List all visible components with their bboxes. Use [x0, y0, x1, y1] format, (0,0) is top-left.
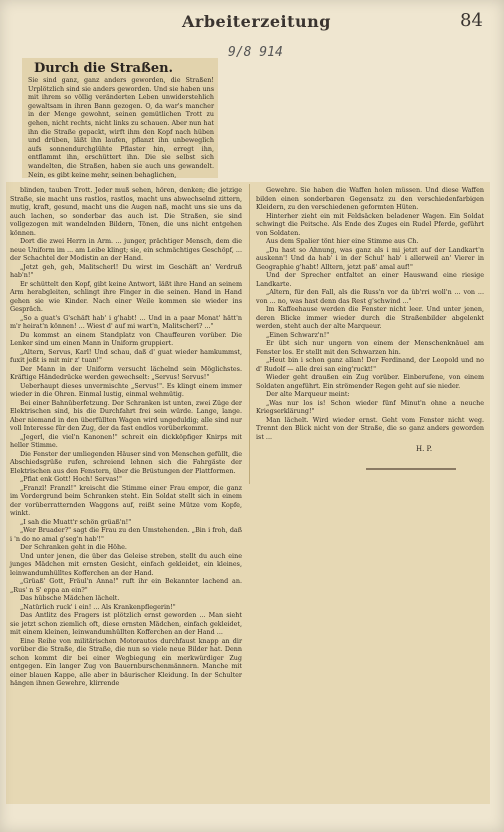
page-header — [0, 0, 504, 62]
article-paragraph: Aus dem Spalier tönt hier eine Stimme aus Ch. — [266, 237, 419, 245]
author-signature: H. P. — [416, 445, 433, 453]
article-paragraph: „Du hast so Ahnung, was ganz als i mi jetzt auf der Landkart'n auskenn'! Und da hab' i in der Schul' hab' i allerweil an' Vierer in Geographie g'habt! Alltern, jetzt paß' amal auf!" — [256, 245, 484, 271]
article-paragraph: „Natürlich ruck' i ein! ... Als Krankenpflegerin!" — [20, 602, 176, 611]
article-paragraph: „Einen Schwarz'n!" — [266, 330, 330, 339]
article-paragraph: Du kommst an einem Standplatz von Chauffeuren vorüber. Die Lenker sind um einen Mann in Uniform gruppiert. — [10, 330, 242, 347]
article-paragraph: „Franzl! Franzl!" kreischt die Stimme einer Frau empor, die ganz im Vordergrund beim Schranken steht. Ein Soldat stellt sich in einem der vorüberratternden Waggons auf, reißt seine Mütze vom Kopfe, winkt. — [10, 483, 242, 517]
article-clipping-intro — [22, 58, 218, 178]
article-paragraph: „Was nur los is! Schon wieder fünf Minut'n ohne a neuche Kriegserklärung!" — [256, 398, 484, 415]
article-paragraph: Und unter jenen, die über das Geleise streben, stellt du auch eine junges Mädchen mit ernsten Gesicht, einfach gekleidet, ein kleines, leinwandumhülltes Kofferchen an der Hand. — [10, 551, 242, 577]
article-paragraph: Der Schranken geht in die Höhe. — [20, 543, 127, 551]
article-paragraph: Er schüttelt den Kopf, gibt keine Antwort, läßt ihre Hand an seinem Arm herabgleiten, schlingt ihre Finger in die seinen. Hand in Hand gehen sie wie Kinder. Nach einer Weile kommen sie wieder ins Gespräch. — [10, 279, 242, 313]
article-paragraph: Der Mann in der Uniform versucht lächelnd sein Möglichstes. Kräftige Händedrücke werden gewechselt: „Servus! Servus!" — [10, 364, 242, 381]
article-paragraph: „Pfiat enk Gott! Hoch! Servas!" — [20, 475, 122, 483]
article-paragraph: Er übt sich nur ungern von einem der Menschenknäuel am Fenster los. Er stellt mit den Schwarzen hin. — [256, 339, 484, 356]
article-title: Durch die Straßen. — [34, 61, 174, 76]
article-paragraph: Und der Sprecher entfaltet an einer Hauswand eine riesige Landkarte. — [256, 271, 484, 288]
article-paragraph: „Altern, Servus, Karl! Und schau, daß d' guat wieder hamkummst, fuxit jeßt is mit mir z' tuan!" — [10, 347, 242, 364]
article-paragraph: blinden, tauben Trott. Jeder muß sehen, hören, denken; die jetzige Straße, sie macht uns rastlos, rastlos, macht uns abwechselnd zittern, mutig, kraft, gesund, macht uns die Augen naß, macht uns sie uns da auch lachen, so sonderbar das auch ist. Die Straßen, sie sind vollgezogen mit wandelnden Bildern, Tönen, die uns nicht entgehen können. — [10, 186, 242, 237]
article-paragraph: „Grüaß' Gott, Fräul'n Anna!" ruft ihr ein Bekannter lachend an. „Rus' n S' eppa an ein?" — [10, 577, 242, 594]
article-paragraph: Im Kaffeehause werden die Fenster nicht leer. Und unter jenen, deren Blicke immer wieder durch die Straßenbilder abgelenkt werden, steht auch der alte Marqueur. — [256, 305, 484, 330]
article-paragraph: „Wer Bruader?" sagt die Frau zu den Umstehenden. „Bin i froh, daß i 'n do no amal g'seg'n hab'!" — [10, 526, 242, 543]
end-rule — [366, 468, 456, 470]
article-paragraph: „Jegerl, die viel'n Kanonen!" schreit ein dickköpfiger Knirps mit heller Stimme. — [10, 432, 242, 449]
article-clipping-main — [6, 182, 490, 804]
left-column — [10, 186, 242, 688]
page-number: 84 — [460, 10, 483, 31]
newspaper-masthead: Arbeiterzeitung — [182, 12, 331, 31]
article-paragraph: Der alte Marqueur meint: — [266, 390, 350, 398]
article-paragraph: Wieder geht draußen ein Zug vorüber. Einberufene, von einem Soldaten angeführt. Ein strömender Regen geht auf sie nieder. — [256, 373, 484, 390]
article-paragraph: Das hübsche Mädchen lächelt. — [20, 594, 120, 602]
article-paragraph: Dort die zwei Herrn in Arm. ... junger, prächtiger Mensch, dem die neue Uniform im ... am Leibe klingt; sie, ein schmächtiges Geschöpf, ... der Schachtel der Modistin an der Hand. — [10, 237, 242, 262]
article-paragraph: „So a guat's G'schäft hab' i g'habt! ... Und in a paar Monat' hätt'n m'r heirat'n können! ... Wiest d' auf mi wart'n, Malitscherl? ..." — [10, 313, 242, 330]
right-column — [256, 186, 484, 441]
article-paragraph: Hinterher zieht ein mit Feldsäcken beladener Wagen. Ein Soldat schwingt die Peitsche. Als Ende des Zuges ein Rudel Pferde, geführt von Soldaten. — [256, 211, 484, 237]
handwritten-date-note: 9/8 914 — [228, 45, 283, 60]
article-paragraph: „Heut bin i schon ganz allan! Der Ferdinand, der Leopold und no d' Rudolf — alle drei san eing'ruckt!" — [256, 356, 484, 373]
article-paragraph: „Jetzt geh, geh, Malitscherl! Du wirst im Geschäft an' Verdruß hab'n!" — [10, 262, 242, 279]
article-paragraph: Bei einer Bahnüberfetzung. Der Schranken ist unten, zwei Züge der Elektrischen sind, bis die Durchfahrt frei sein würde. Lange, lange. Aber niemand in den überfüllten Wagen wird ungeduldig; alle sind nur voll Interesse für den Zug, der da fast endlos vorüberkommt. — [10, 398, 242, 432]
intro-text: Sie sind ganz, ganz anders geworden, die Straßen! Urplötzlich sind sie anders geworden. Und sie haben uns mit ihrem so völlig veränderten Leben unwiderstehlich gewaltsam in ihren Bann gezogen. O, da war's mancher in der Menge gewohnt, seinen gemütlichen Trott zu gehen, nicht rechts, nicht links zu schauen. Aber nun hat ihn die Straße gepackt, wirft ihm den Kopf nach hüben und drüben, läßt ihn laufen, pflanzt ihn unbeweglich aufs sonnendurchglühte Pflaster hin, erregt ihn, entflammt ihn, erschüttert ihn. Die sie selbst sich wandelten, die Straßen, haben sie auch uns gewandelt. Nein, es gibt keine mehr, seinen behaglichen, — [28, 76, 214, 179]
column-divider — [249, 184, 250, 484]
article-paragraph: Die Fenster der umliegenden Häuser sind von Menschen gefüllt, die Abschiedsgrüße rufen, schreiend lehnen sich die Fahrgäste der Elektrischen aus den Fenstern, über die Brüstungen der Plattformen. — [10, 449, 242, 475]
article-paragraph: Das Antlitz des Fragers ist plötzlich ernst geworden ... Man sieht sie jetzt schon ziemlich oft, diese ernsten Mädchen, einfach gekleidet, mit einem kleinen, leinwandumhüllten Kofferchen an der Hand ... — [10, 611, 242, 636]
article-paragraph: „Altern, für den Fall, als die Russ'n vor da üb'rri woll'n ... von ... von ... no, was hast denn das Rest g'schwind ..." — [256, 288, 484, 305]
article-paragraph: Man lächelt. Wird wieder ernst. Geht vom Fenster nicht weg. Trennt den Blick nicht von der Straße, die so ganz anders geworden ist ... — [256, 415, 484, 441]
article-paragraph: „I sah die Muatt'r schön grüaß'n!" — [20, 517, 132, 526]
article-paragraph: Ueberhaupt dieses unvermischte „Servus!". Es klingt einem immer wieder in die Ohren. Einmal lustig, einmal wehmütig. — [10, 381, 242, 398]
article-paragraph: Gewehre. Sie haben die Waffen holen müssen. Und diese Waffen bilden einen sonderbaren Gegensatz zu den verschiedenfarbigen Kleidern, zu den verschiedenen geformten Hüten. — [256, 186, 484, 211]
article-paragraph: Eine Reihe von militärischen Motorautos durchfaust knapp an dir vorüber die Straße, die Straße, die nun so viele neue Bilder hat. Denn schon kommt dir bei einer Wegbiegung ein merkwürdiger Zug entgegen. Ein langer Zug von Bauernburschenmännern. Manche mit einer blauen Kappe, alle aber in bäurischer Kleidung. In der Schulter hängen ihnen Gewehre, klirrende — [10, 636, 242, 687]
